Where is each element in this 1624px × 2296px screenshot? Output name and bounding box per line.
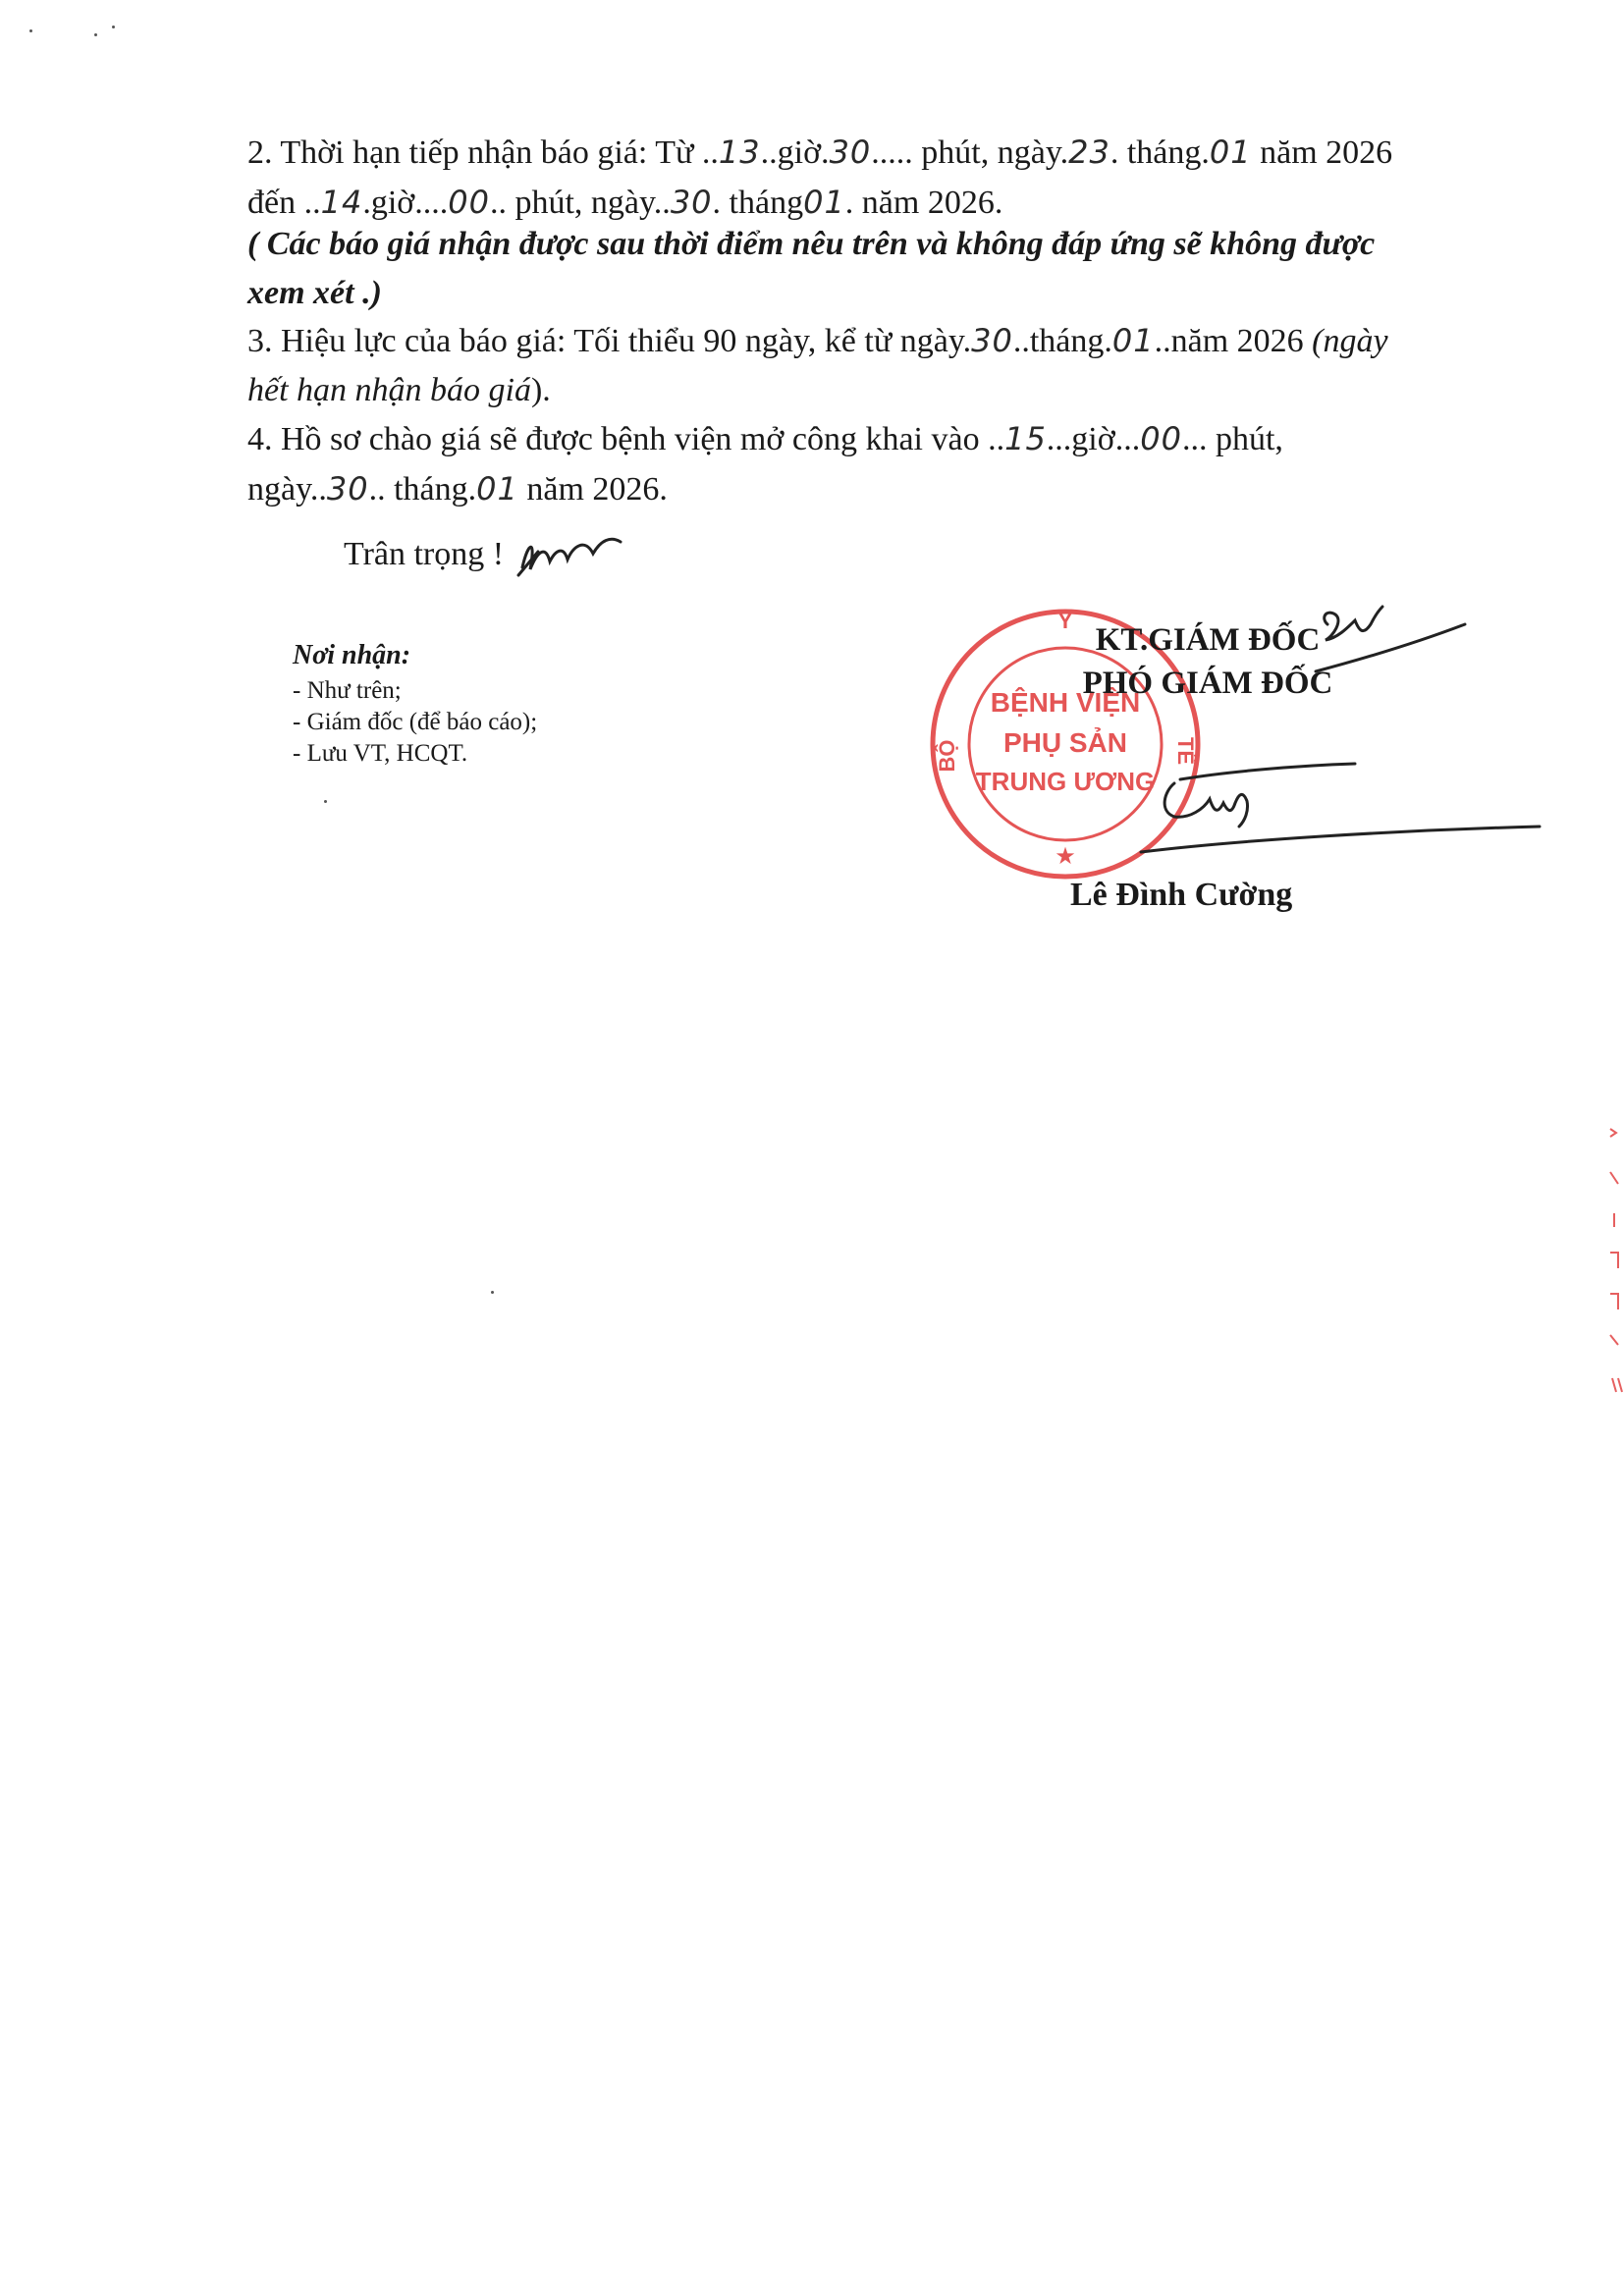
handwritten-opening-minute: 00: [1140, 420, 1182, 457]
text: 2. Thời hạn tiếp nhận báo giá: Từ ..: [247, 134, 719, 171]
stamp-side-top: Y: [1057, 609, 1073, 633]
closing-salutation: Trân trọng !: [344, 536, 505, 572]
text: ..giờ.: [760, 134, 830, 171]
text: .giờ....: [362, 185, 449, 221]
text: ..tháng.: [1012, 323, 1112, 359]
text: . tháng.: [1110, 134, 1210, 171]
text: ..năm 2026: [1154, 323, 1304, 359]
text: ..... phút, ngày.: [871, 134, 1069, 171]
text: . tháng: [712, 185, 804, 221]
handwritten-opening-day: 30: [326, 470, 369, 507]
handwritten-minute-start: 30: [829, 133, 872, 171]
text: ...giờ...: [1046, 421, 1141, 457]
handwritten-minute-end: 00: [448, 184, 490, 221]
signer-name: Lê Đình Cường: [1070, 877, 1293, 913]
handwritten-hour-end: 14: [320, 184, 363, 221]
text: 4. Hồ sơ chào giá sẽ được bệnh viện mở công khai vào ..: [247, 421, 1005, 457]
handwritten-opening-month: 01: [476, 470, 518, 507]
text: ... phút, ngày..: [247, 421, 1283, 507]
handwritten-hour-start: 13: [718, 133, 761, 171]
handwritten-opening-hour: 15: [1004, 420, 1047, 457]
recipient-item: - Như trên;: [293, 677, 402, 704]
recipient-item: - Lưu VT, HCQT.: [293, 740, 468, 767]
late-quote-note: ( Các báo giá nhận được sau thời điểm nêu trên và không đáp ứng sẽ không được xem xét .): [247, 226, 1376, 311]
signature-title-line1: KT.GIÁM ĐỐC: [1095, 622, 1321, 658]
stamp-line3: TRUNG ƯƠNG: [975, 767, 1156, 796]
text: 3. Hiệu lực của báo giá: Tối thiểu 90 ngày, kể từ ngày.: [247, 323, 972, 359]
italic-note: (ngày hết hạn nhận báo giá: [247, 323, 1388, 408]
handwritten-validity-day: 30: [971, 322, 1013, 359]
text: .. phút, ngày..: [489, 185, 671, 221]
text: năm 2026.: [517, 471, 668, 507]
handwritten-validity-month: 01: [1111, 322, 1155, 359]
recipients-title: Nơi nhận:: [293, 640, 411, 670]
stamp-star-icon: ★: [1055, 843, 1076, 870]
handwritten-month-end: 01: [803, 184, 845, 221]
stamp-side-left: BỘ: [935, 739, 959, 773]
stamp-line1: BỆNH VIỆN: [990, 687, 1141, 718]
signature-title-line2: PHÓ GIÁM ĐỐC: [1082, 666, 1333, 701]
handwritten-month-start: 01: [1209, 133, 1252, 171]
stamp-line2: PHỤ SẢN: [1002, 727, 1128, 758]
recipient-item: - Giám đốc (để báo cáo);: [293, 709, 538, 735]
stamp-side-right: TẾ: [1173, 736, 1198, 766]
handwritten-day-end: 30: [670, 184, 713, 221]
handwritten-day-start: 23: [1068, 133, 1110, 171]
text: năm 2026 đến ..: [247, 134, 1393, 221]
text: . năm 2026.: [844, 185, 1003, 221]
text: .. tháng.: [368, 471, 477, 507]
text: ).: [530, 372, 551, 408]
